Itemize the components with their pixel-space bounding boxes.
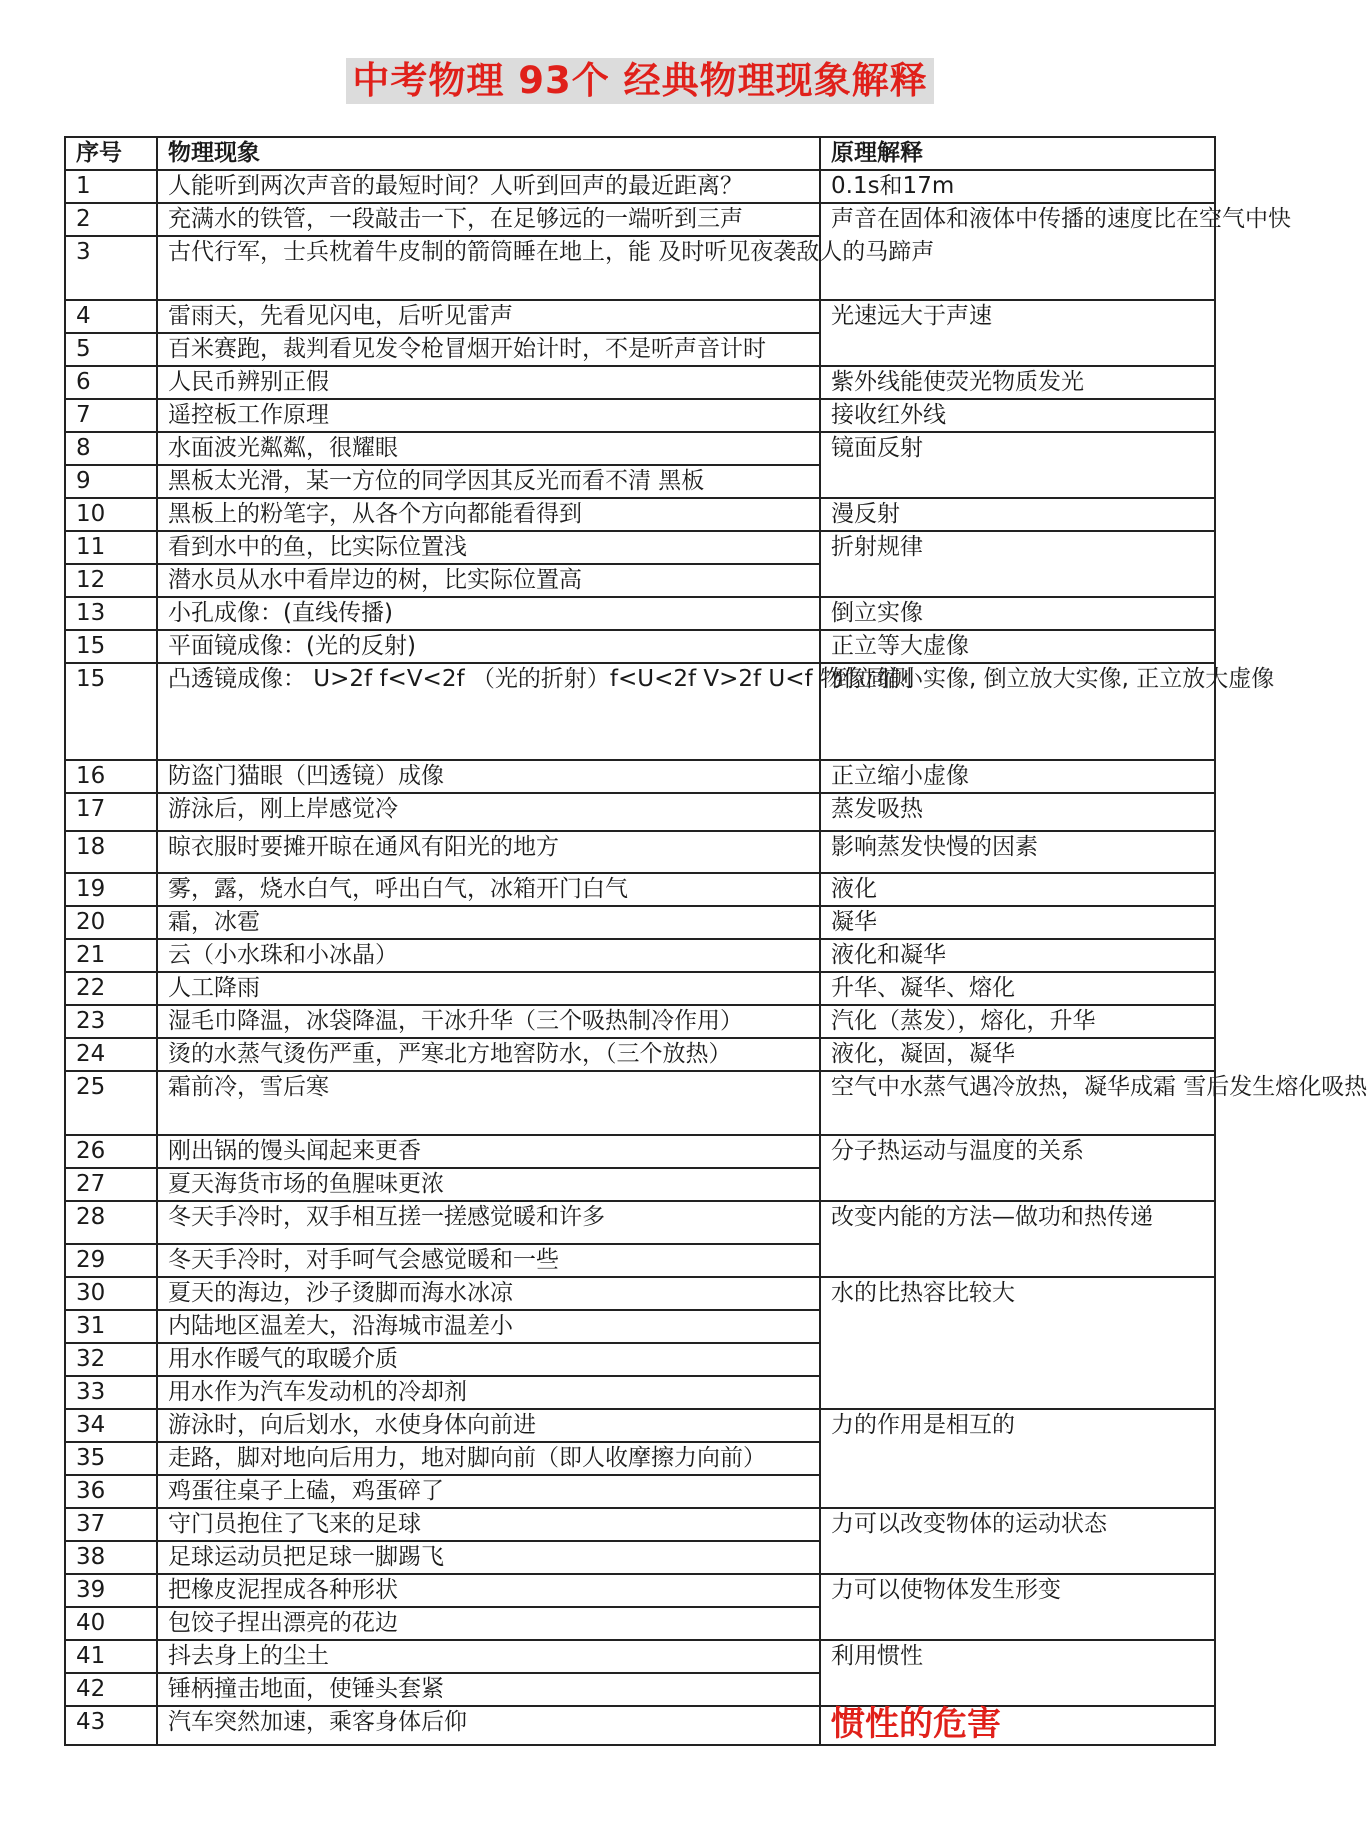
row-no: 30 [65,1277,157,1310]
row-phenomenon: 游泳后，刚上岸感觉冷 [157,793,820,831]
row-no: 18 [65,831,157,873]
row-phenomenon: 夏天海货市场的鱼腥味更浓 [157,1168,820,1201]
table-row [65,760,1215,793]
row-explanation: 力可以使物体发生形变 [820,1574,1215,1640]
row-explanation: 利用惯性 [820,1640,1215,1706]
row-phenomenon: 云（小水珠和小冰晶） [157,939,820,972]
table-row [65,663,1215,760]
row-no: 27 [65,1168,157,1201]
row-no: 40 [65,1607,157,1640]
row-phenomenon: 充满水的铁管，一段敲击一下，在足够远的一端听到三声 [157,203,820,236]
title-wrap [0,58,1280,104]
table-row [65,972,1215,1005]
row-phenomenon: 刚出锅的馒头闻起来更香 [157,1135,820,1168]
row-explanation: 力可以改变物体的运动状态 [820,1508,1215,1574]
table-row [65,831,1215,873]
table-row [65,873,1215,906]
table-row [65,366,1215,399]
page-title: 中考物理 93个 经典物理现象解释 [346,58,933,104]
row-no: 38 [65,1541,157,1574]
row-phenomenon: 烫的水蒸气烫伤严重，严寒北方地窖防水，（三个放热） [157,1038,820,1071]
row-phenomenon: 凸透镜成像： U>2f f<V<2f （光的折射）f<U<2f V>2f U<f 物像同侧 [157,663,820,760]
row-phenomenon: 晾衣服时要摊开晾在通风有阳光的地方 [157,831,820,873]
row-phenomenon: 雾，露，烧水白气，呼出白气，冰箱开门白气 [157,873,820,906]
row-no: 17 [65,793,157,831]
row-phenomenon: 冬天手冷时，双手相互搓一搓感觉暖和许多 [157,1201,820,1244]
row-phenomenon: 百米赛跑，裁判看见发令枪冒烟开始计时，不是听声音计时 [157,333,820,366]
row-phenomenon: 游泳时，向后划水，水使身体向前进 [157,1409,820,1442]
table-row [65,1038,1215,1071]
row-no: 37 [65,1508,157,1541]
row-explanation: 分子热运动与温度的关系 [820,1135,1215,1201]
row-explanation: 光速远大于声速 [820,300,1215,366]
row-phenomenon: 人能听到两次声音的最短时间？人听到回声的最近距离？ [157,170,820,203]
row-no: 8 [65,432,157,465]
row-no: 34 [65,1409,157,1442]
row-explanation: 0.1s和17m [820,170,1215,203]
table-row [65,1706,1215,1745]
row-no: 25 [65,1071,157,1135]
inertia-harm-label: 惯性的危害 [831,1704,1001,1744]
row-explanation: 力的作用是相互的 [820,1409,1215,1508]
row-explanation: 汽化（蒸发），熔化，升华 [820,1005,1215,1038]
row-phenomenon: 霜，冰雹 [157,906,820,939]
row-no: 4 [65,300,157,333]
row-explanation: 镜面反射 [820,432,1215,498]
row-phenomenon: 看到水中的鱼，比实际位置浅 [157,531,820,564]
header-explanation: 原理解释 [820,137,1215,170]
row-no: 9 [65,465,157,498]
row-no: 28 [65,1201,157,1244]
row-phenomenon: 小孔成像：(直线传播) [157,597,820,630]
row-phenomenon: 霜前冷，雪后寒 [157,1071,820,1135]
row-phenomenon: 雷雨天，先看见闪电，后听见雷声 [157,300,820,333]
row-no: 23 [65,1005,157,1038]
table-row [65,630,1215,663]
row-no: 11 [65,531,157,564]
row-phenomenon: 用水作为汽车发动机的冷却剂 [157,1376,820,1409]
row-explanation: 空气中水蒸气遇冷放热，凝华成霜 雪后发生熔化吸热 [820,1071,1215,1135]
row-no: 15 [65,630,157,663]
row-explanation: 改变内能的方法—做功和热传递 [820,1201,1215,1277]
row-no: 1 [65,170,157,203]
table-row [65,793,1215,831]
table-row [65,531,1215,564]
row-no: 16 [65,760,157,793]
row-phenomenon: 人民币辨别正假 [157,366,820,399]
row-phenomenon: 黑板太光滑，某一方位的同学因其反光而看不清 黑板 [157,465,820,498]
row-phenomenon: 湿毛巾降温，冰袋降温，干冰升华（三个吸热制冷作用） [157,1005,820,1038]
header-phenomenon: 物理现象 [157,137,820,170]
row-explanation: 折射规律 [820,531,1215,597]
row-explanation: 正立等大虚像 [820,630,1215,663]
row-no: 19 [65,873,157,906]
table-row [65,399,1215,432]
table-row [65,1135,1215,1168]
row-no: 13 [65,597,157,630]
row-phenomenon: 走路，脚对地向后用力，地对脚向前（即人收摩擦力向前） [157,1442,820,1475]
row-explanation: 紫外线能使荧光物质发光 [820,366,1215,399]
table-row [65,498,1215,531]
row-phenomenon: 足球运动员把足球一脚踢飞 [157,1541,820,1574]
row-explanation: 液化 [820,873,1215,906]
row-phenomenon: 人工降雨 [157,972,820,1005]
table-row [65,1071,1215,1135]
row-phenomenon: 平面镜成像：(光的反射) [157,630,820,663]
row-phenomenon: 抖去身上的尘土 [157,1640,820,1673]
row-phenomenon: 汽车突然加速，乘客身体后仰 [157,1706,820,1745]
row-phenomenon: 锤柄撞击地面，使锤头套紧 [157,1673,820,1706]
row-phenomenon: 冬天手冷时，对手呵气会感觉暖和一些 [157,1244,820,1277]
row-explanation [820,1706,1215,1745]
row-explanation: 倒立实像 [820,597,1215,630]
row-phenomenon: 黑板上的粉笔字，从各个方向都能看得到 [157,498,820,531]
table-row [65,1277,1215,1310]
row-no: 43 [65,1706,157,1745]
table-row [65,1574,1215,1607]
row-no: 2 [65,203,157,236]
row-phenomenon: 内陆地区温差大，沿海城市温差小 [157,1310,820,1343]
row-no: 6 [65,366,157,399]
table-row [65,1508,1215,1541]
row-no: 36 [65,1475,157,1508]
table-row [65,432,1215,465]
table-row [65,597,1215,630]
row-explanation: 影响蒸发快慢的因素 [820,831,1215,873]
row-phenomenon: 用水作暖气的取暖介质 [157,1343,820,1376]
row-no: 26 [65,1135,157,1168]
row-phenomenon: 遥控板工作原理 [157,399,820,432]
header-no: 序号 [65,137,157,170]
row-no: 20 [65,906,157,939]
row-phenomenon: 潜水员从水中看岸边的树，比实际位置高 [157,564,820,597]
row-phenomenon: 防盗门猫眼（凹透镜）成像 [157,760,820,793]
row-no: 35 [65,1442,157,1475]
row-no: 5 [65,333,157,366]
header-row [65,137,1215,170]
row-no: 7 [65,399,157,432]
table-row [65,1640,1215,1673]
row-no: 31 [65,1310,157,1343]
row-phenomenon: 把橡皮泥捏成各种形状 [157,1574,820,1607]
row-explanation: 液化，凝固，凝华 [820,1038,1215,1071]
table-row [65,300,1215,333]
row-no: 10 [65,498,157,531]
row-explanation: 声音在固体和液体中传播的速度比在空气中快 [820,203,1215,300]
row-phenomenon: 夏天的海边，沙子烫脚而海水冰凉 [157,1277,820,1310]
row-no: 3 [65,236,157,300]
table-row [65,170,1215,203]
row-explanation: 液化和凝华 [820,939,1215,972]
row-no: 21 [65,939,157,972]
table-row [65,1409,1215,1442]
physics-table [64,136,1367,1746]
row-no: 42 [65,1673,157,1706]
row-no: 22 [65,972,157,1005]
row-no: 41 [65,1640,157,1673]
table-row [65,1005,1215,1038]
row-no: 33 [65,1376,157,1409]
row-explanation: 倒立缩小实像, 倒立放大实像, 正立放大虚像 [820,663,1215,760]
table-row [65,906,1215,939]
row-no: 29 [65,1244,157,1277]
row-explanation: 漫反射 [820,498,1215,531]
row-no: 15 [65,663,157,760]
row-phenomenon: 水面波光粼粼，很耀眼 [157,432,820,465]
row-no: 39 [65,1574,157,1607]
row-explanation: 正立缩小虚像 [820,760,1215,793]
row-phenomenon: 包饺子捏出漂亮的花边 [157,1607,820,1640]
row-explanation: 蒸发吸热 [820,793,1215,831]
table-row [65,203,1215,236]
row-explanation: 接收红外线 [820,399,1215,432]
row-phenomenon: 鸡蛋往桌子上磕，鸡蛋碎了 [157,1475,820,1508]
row-phenomenon: 古代行军，士兵枕着牛皮制的箭筒睡在地上，能 及时听见夜袭敌人的马蹄声 [157,236,820,300]
row-explanation: 凝华 [820,906,1215,939]
row-no: 32 [65,1343,157,1376]
table-row [65,939,1215,972]
row-explanation: 升华、凝华、熔化 [820,972,1215,1005]
row-no: 24 [65,1038,157,1071]
table-row [65,1201,1215,1244]
row-phenomenon: 守门员抱住了飞来的足球 [157,1508,820,1541]
row-no: 12 [65,564,157,597]
row-explanation: 水的比热容比较大 [820,1277,1215,1409]
